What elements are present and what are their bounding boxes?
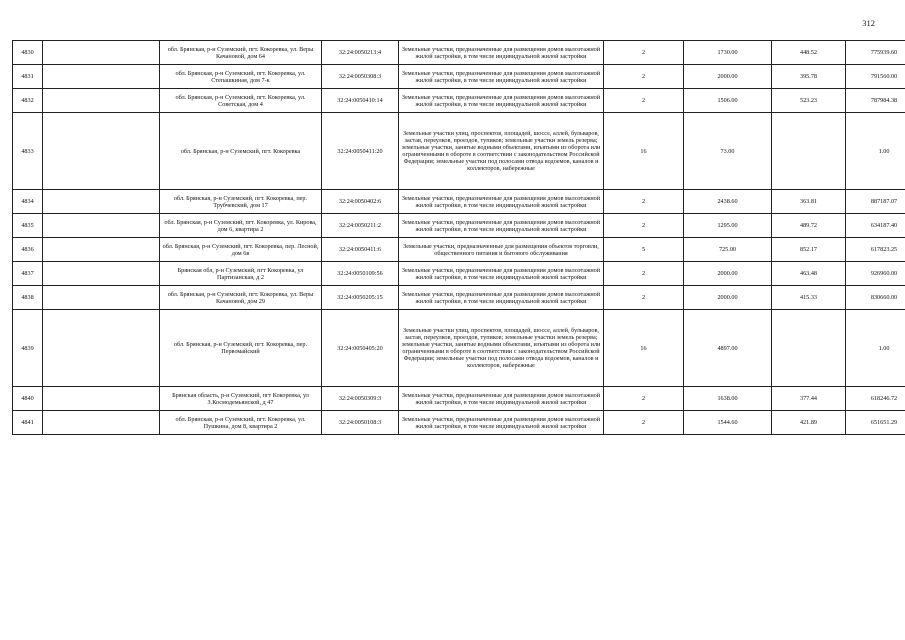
cadastral-value-cell: 618246.72 [846, 387, 905, 411]
table-row [13, 41, 905, 65]
address-cell: обл. Брянская, р-н Суземский, пгт. Кокоревка, пер. Лесной, дом 6в [160, 238, 322, 262]
address-cell: обл. Брянская, р-н Суземский, пгт. Кокоревка, ул. Веры Качановой, дом 29 [160, 286, 322, 310]
land-use-category-cell: Земельные участки улиц, проспектов, площадей, шоссе, аллей, бульваров, застав, переулков, проездов, тупиков; земельные участки земель резерва; земельные участки, занятые водными объектами, изъятыми из оборота или ограниченными в обороте в соответствии с законодательством Российской Федерации; земельные участки под полосами отвода водоемов, каналов и коллекторов, набережные [399, 310, 604, 387]
specific-value-cell [772, 113, 846, 190]
cadastral-number-cell: 32:24:0050411:20 [322, 113, 399, 190]
land-use-category-cell: Земельные участки, предназначенные для размещения домов малоэтажной жилой застройки, в том числе индивидуальной жилой застройки [399, 387, 604, 411]
cadastral-number-cell: 32:24:0050308:3 [322, 65, 399, 89]
specific-value-cell [772, 310, 846, 387]
table-row [13, 310, 905, 387]
area-cell: 725.00 [684, 238, 772, 262]
cadastral-value-cell: 1.00 [846, 113, 905, 190]
area-cell: 1730.00 [684, 41, 772, 65]
row-number: 4835 [13, 214, 43, 238]
address-cell: Брянская область, р-н Суземский, пгт Кокоревка, ул З.Космодемьянской, д 47 [160, 387, 322, 411]
cadastral-number-cell: 32:24:0050405:20 [322, 310, 399, 387]
land-use-category-cell: Земельные участки, предназначенные для размещения домов малоэтажной жилой застройки, в том числе индивидуальной жилой застройки [399, 65, 604, 89]
table-row [13, 286, 905, 310]
cadastral-value-cell: 787984.38 [846, 89, 905, 113]
area-cell: 73.00 [684, 113, 772, 190]
cadastral-value-cell: 617823.25 [846, 238, 905, 262]
cadastral-value-cell: 651651.29 [846, 411, 905, 435]
address-cell: обл. Брянская, р-н Суземский, пгт. Кокоревка [160, 113, 322, 190]
area-cell: 1295.00 [684, 214, 772, 238]
specific-value-cell: 489.72 [772, 214, 846, 238]
cadastral-number-cell: 32:24:0050213:4 [322, 41, 399, 65]
blank-cell [43, 262, 160, 286]
cadastral-number-cell: 32:24:0050411:6 [322, 238, 399, 262]
row-number: 4839 [13, 310, 43, 387]
land-use-category-cell: Земельные участки, предназначенные для размещения домов малоэтажной жилой застройки, в том числе индивидуальной жилой застройки [399, 41, 604, 65]
cadastral-number-cell: 32:24:0050309:3 [322, 387, 399, 411]
area-cell: 4897.00 [684, 310, 772, 387]
specific-value-cell: 463.48 [772, 262, 846, 286]
blank-cell [43, 89, 160, 113]
blank-cell [43, 214, 160, 238]
row-number: 4832 [13, 89, 43, 113]
table-row [13, 65, 905, 89]
group-cell: 16 [604, 310, 684, 387]
group-cell: 2 [604, 41, 684, 65]
cadastral-number-cell: 32:24:0050402:6 [322, 190, 399, 214]
specific-value-cell: 415.33 [772, 286, 846, 310]
area-cell: 1638.00 [684, 387, 772, 411]
cadastral-value-cell: 791560.00 [846, 65, 905, 89]
land-use-category-cell: Земельные участки, предназначенные для размещения домов малоэтажной жилой застройки, в том числе индивидуальной жилой застройки [399, 190, 604, 214]
table-row [13, 238, 905, 262]
land-use-category-cell: Земельные участки, предназначенные для размещения объектов торговли, общественного питания и бытового обслуживания [399, 238, 604, 262]
cadastral-number-cell: 32:24:0050410:14 [322, 89, 399, 113]
cadastral-value-table [12, 40, 905, 435]
land-use-category-cell: Земельные участки, предназначенные для размещения домов малоэтажной жилой застройки, в том числе индивидуальной жилой застройки [399, 89, 604, 113]
blank-cell [43, 238, 160, 262]
group-cell: 5 [604, 238, 684, 262]
cadastral-value-cell: 1.00 [846, 310, 905, 387]
area-cell: 2000.00 [684, 286, 772, 310]
table-body [13, 41, 905, 435]
row-number: 4838 [13, 286, 43, 310]
blank-cell [43, 41, 160, 65]
land-use-category-cell: Земельные участки, предназначенные для размещения домов малоэтажной жилой застройки, в том числе индивидуальной жилой застройки [399, 286, 604, 310]
table-row [13, 214, 905, 238]
row-number: 4841 [13, 411, 43, 435]
address-cell: обл. Брянская, р-н Суземский, пгт. Кокоревка, ул. Кирова, дом 6, квартира 2 [160, 214, 322, 238]
group-cell: 2 [604, 89, 684, 113]
table-row [13, 113, 905, 190]
group-cell: 2 [604, 286, 684, 310]
specific-value-cell: 421.89 [772, 411, 846, 435]
land-use-category-cell: Земельные участки, предназначенные для размещения домов малоэтажной жилой застройки, в том числе индивидуальной жилой застройки [399, 262, 604, 286]
cadastral-value-cell: 926960.00 [846, 262, 905, 286]
row-number: 4834 [13, 190, 43, 214]
group-cell: 2 [604, 387, 684, 411]
cadastral-value-cell: 830660.00 [846, 286, 905, 310]
group-cell: 2 [604, 65, 684, 89]
table-row [13, 387, 905, 411]
area-cell: 1506.00 [684, 89, 772, 113]
table-row [13, 411, 905, 435]
area-cell: 1544.60 [684, 411, 772, 435]
blank-cell [43, 65, 160, 89]
row-number: 4837 [13, 262, 43, 286]
specific-value-cell: 395.78 [772, 65, 846, 89]
address-cell: обл. Брянская, р-н Суземский, пгт. Кокоревка, ул. Веры Качановой, дом 64 [160, 41, 322, 65]
cadastral-number-cell: 32:24:0050108:3 [322, 411, 399, 435]
row-number: 4830 [13, 41, 43, 65]
row-number: 4833 [13, 113, 43, 190]
address-cell: обл. Брянская, р-н Суземский, пгт. Кокоревка, ул. Степашкиная, дом 7-к [160, 65, 322, 89]
land-use-category-cell: Земельные участки улиц, проспектов, площадей, шоссе, аллей, бульваров, застав, переулков, проездов, тупиков; земельные участки земель резерва; земельные участки, занятые водными объектами, изъятыми из оборота или ограниченными в обороте в соответствии с законодательством Российской Федерации; земельные участки под полосами отвода водоемов, каналов и коллекторов, набережные [399, 113, 604, 190]
cadastral-number-cell: 32:24:0050211:2 [322, 214, 399, 238]
blank-cell [43, 310, 160, 387]
land-use-category-cell: Земельные участки, предназначенные для размещения домов малоэтажной жилой застройки, в том числе индивидуальной жилой застройки [399, 411, 604, 435]
row-number: 4831 [13, 65, 43, 89]
specific-value-cell: 852.17 [772, 238, 846, 262]
area-cell: 2438.60 [684, 190, 772, 214]
blank-cell [43, 190, 160, 214]
cadastral-number-cell: 32:24:0050205:15 [322, 286, 399, 310]
cadastral-value-cell: 887187.07 [846, 190, 905, 214]
table-row [13, 89, 905, 113]
cadastral-number-cell: 32:24:0050109:56 [322, 262, 399, 286]
table-row [13, 262, 905, 286]
address-cell: обл. Брянская, р-н Суземский, пгт. Кокоревка, ул. Пушкина, дом 8, квартира 2 [160, 411, 322, 435]
blank-cell [43, 113, 160, 190]
specific-value-cell: 448.52 [772, 41, 846, 65]
specific-value-cell: 363.81 [772, 190, 846, 214]
row-number: 4840 [13, 387, 43, 411]
blank-cell [43, 387, 160, 411]
address-cell: обл. Брянская, р-н Суземский, пгт. Кокоревка, пер. Первомайский [160, 310, 322, 387]
address-cell: обл. Брянская, р-н Суземский, пгт. Кокоревка, ул. Советская, дом 4 [160, 89, 322, 113]
group-cell: 16 [604, 113, 684, 190]
table-row [13, 190, 905, 214]
group-cell: 2 [604, 214, 684, 238]
group-cell: 2 [604, 262, 684, 286]
group-cell: 2 [604, 411, 684, 435]
address-cell: обл. Брянская, р-н Суземский, пгт. Кокоревка, пер. Трубчевский, дом 17 [160, 190, 322, 214]
area-cell: 2000.00 [684, 262, 772, 286]
land-use-category-cell: Земельные участки, предназначенные для размещения домов малоэтажной жилой застройки, в том числе индивидуальной жилой застройки [399, 214, 604, 238]
page-number: 312 [862, 18, 875, 28]
blank-cell [43, 411, 160, 435]
specific-value-cell: 377.44 [772, 387, 846, 411]
cadastral-value-cell: 634187.40 [846, 214, 905, 238]
address-cell: Брянская обл, р-н Суземский, пгт Кокоревка, ул Партизанская, д 2 [160, 262, 322, 286]
row-number: 4836 [13, 238, 43, 262]
area-cell: 2000.00 [684, 65, 772, 89]
specific-value-cell: 523.23 [772, 89, 846, 113]
blank-cell [43, 286, 160, 310]
group-cell: 2 [604, 190, 684, 214]
cadastral-value-cell: 775939.60 [846, 41, 905, 65]
